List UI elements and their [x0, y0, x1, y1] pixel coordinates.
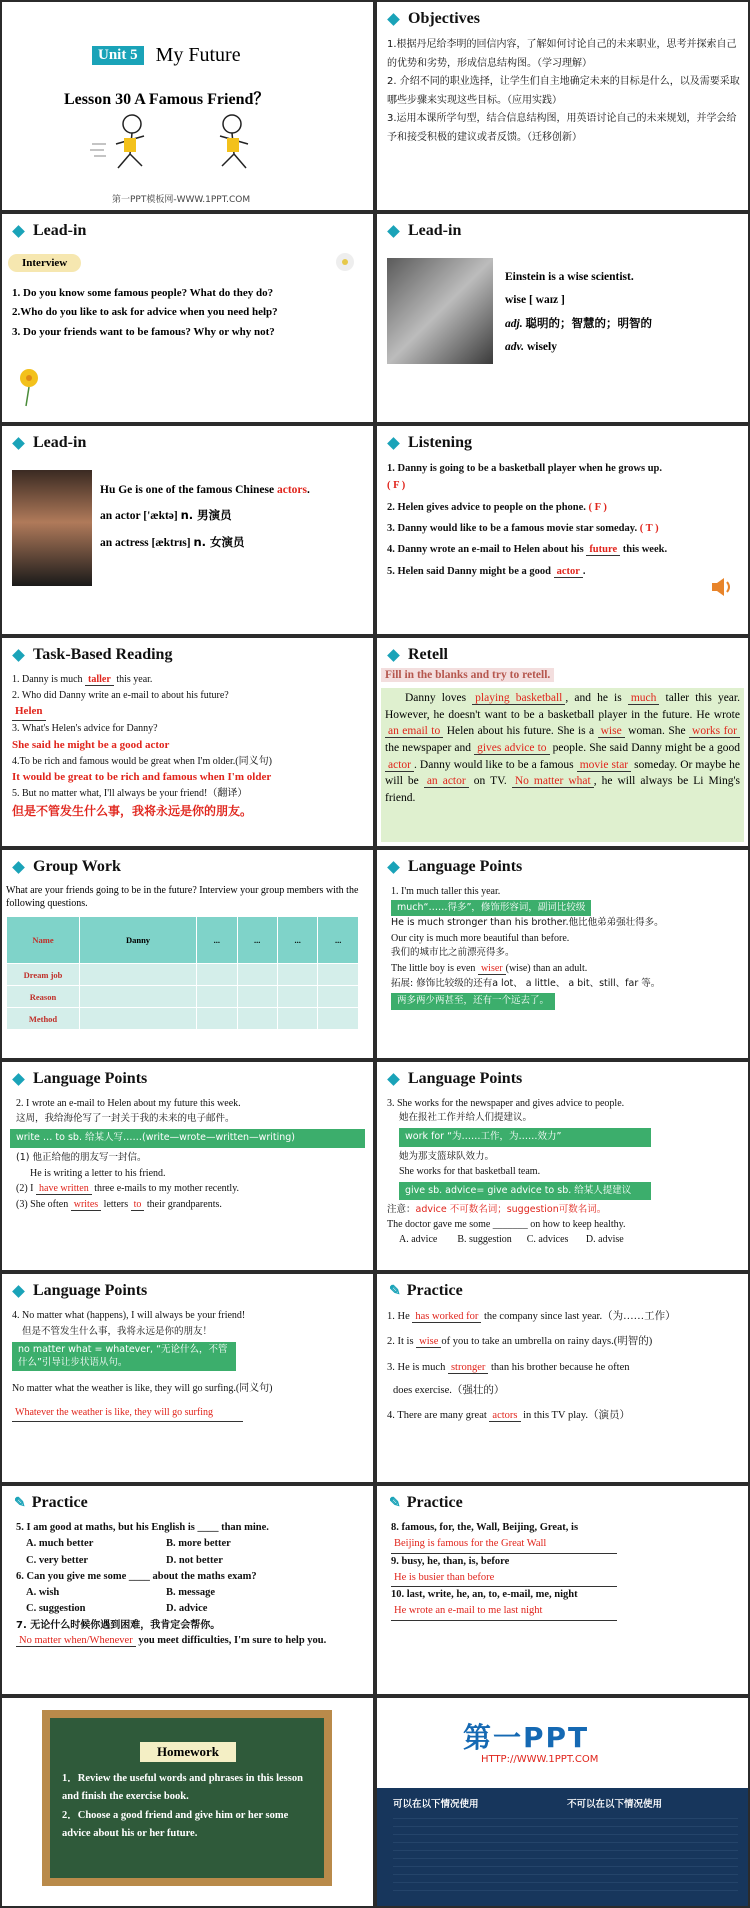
listening-item: 2. Helen gives advice to people on the phone. ( F ) [387, 501, 607, 513]
question: 5. I am good at maths, but his English is ____ than mine. [16, 1522, 269, 1533]
pos-label: adv. [505, 341, 525, 353]
slide-heading: Lead-in [389, 222, 461, 240]
lesson-title: Lesson 30 A Famous Friend？ [64, 91, 270, 108]
slide-heading: Language Points [14, 1070, 147, 1088]
slide-heading: Listening [389, 434, 472, 452]
answer: Beijing is famous for the Great Wall [391, 1536, 617, 1553]
link-list [393, 1818, 738, 1898]
answer: He is busier than before [391, 1570, 617, 1587]
option[interactable]: B. message [166, 1587, 215, 1599]
flower-icon [325, 244, 365, 280]
grammar-note: much“……得多”，修饰形容词，副词比较级 [391, 900, 591, 917]
einstein-photo [387, 258, 493, 364]
slide-heading: Group Work [14, 858, 121, 876]
interview-table: Name Danny ... ... ... ... Dream job Reason Method [6, 916, 359, 1030]
grammar-note: write … to sb. 给某人写……(write—wrote—written—writing) [10, 1129, 365, 1148]
slide-heading: Lead-in [14, 434, 86, 452]
question: 1. Danny is much taller this year. [12, 674, 153, 685]
objective-item: 2. 介绍不同的职业选择，让学生们自主地确定未来的目标是什么，以及需要采取哪些步骤来实现这些目标。（应用实践） [387, 76, 740, 106]
grammar-note: no matter what = whatever, “无论什么，不管什么”引导让步状语从句。 [12, 1342, 236, 1371]
slide-brand [377, 1698, 748, 1906]
yellow-flower-icon [14, 364, 44, 408]
question: 4.To be rich and famous would be great when I'm older.(同义句) [12, 755, 272, 767]
option[interactable]: C. suggestion [26, 1603, 86, 1615]
exercise: does exercise.（强壮的） [393, 1384, 505, 1396]
example-sentence: Einstein is a wise scientist. [505, 271, 634, 283]
grammar-note: 两多两少两甚至，还有一个远去了。 [391, 993, 555, 1010]
option[interactable]: A. much better [26, 1538, 94, 1550]
listening-item: 4. Danny wrote an e-mail to Helen about his future this week. [387, 544, 668, 556]
slide-heading: Task-Based Reading [14, 646, 172, 664]
example: He is much stronger than his brother.他比他弟弟强壮得多。 [391, 917, 664, 929]
pencil-icon: ✎ [14, 1495, 26, 1511]
answer: She said he might be a good actor [12, 738, 170, 751]
question: 6. Can you give me some ____ about the maths exam? [16, 1570, 257, 1582]
slide-listening [377, 426, 748, 634]
pencil-icon: ✎ [389, 1495, 401, 1511]
slide-lead-in-2 [377, 214, 748, 422]
option[interactable]: D. advice [166, 1603, 208, 1615]
homework-title: Homework [140, 1742, 236, 1762]
slide-lead-in-3: Lead-in Hu Ge is one of the famous Chinese actors. an actor ['æktə] n. 男演员 an actress [æktrɪs] n. 女演员 [2, 426, 373, 634]
question: 5. But no matter what, I'll always be your friend!（翻译） [12, 788, 248, 800]
brand-logo: 第一PPT [463, 1721, 590, 1754]
grammar-note: give sb. advice= give advice to sb. 给某人提建议 [399, 1182, 651, 1200]
diamond-icon [12, 649, 25, 662]
retell-passage: Danny loves playing basketball , and he is much taller this year. However, he doesn't want to be a basketball player in the future. He wrote an email to Helen about his future. She is a wise woman. She works for the newspaper and gives advice to people. She said Danny might be a good actor . Danny would like to be a famous movie star someday. Or maybe he will be an actor on TV. No matter what , he will always be Li Ming's friend. [381, 688, 744, 842]
exercise: The doctor gave me some _______ on how to keep healthy. [387, 1219, 626, 1231]
usage-forbidden: 不可以在以下情况使用 [567, 1799, 663, 1810]
example: Our city is much more beautiful than before. [391, 932, 570, 944]
highlight-word: actors [276, 484, 307, 496]
slide-title [2, 2, 373, 210]
slide-task-reading [2, 638, 373, 846]
diamond-icon [12, 1073, 25, 1086]
extension-note: 拓展: 修饰比较级的还有a lot、 a little、 a bit、still、far 等。 [391, 977, 661, 989]
question: 3. Do your friends want to be famous? Why or why not? [12, 325, 275, 338]
slide-objectives [377, 2, 748, 210]
slide-heading: ✎ Practice [14, 1494, 88, 1511]
question: 3. What's Helen's advice for Danny? [12, 723, 158, 735]
slide-lead-in-1 [2, 214, 373, 422]
answer: He wrote an e-mail to me last night [391, 1603, 617, 1620]
vocab-word: wise [505, 294, 527, 306]
slide-heading: Retell [389, 646, 448, 664]
answer: He is writing a letter to his friend. [30, 1167, 166, 1179]
unit-badge: Unit 5 [92, 46, 144, 65]
exercise: (2) I have written three e-mails to my mother recently. [16, 1183, 240, 1195]
diamond-icon [387, 1073, 400, 1086]
translation: 但是不管发生什么事，我将永远是你的朋友！ [22, 1326, 213, 1337]
objective-item: 1.根据丹尼给李明的回信内容，了解如何讨论自己的未来职业，思考并探索自己的优势和劣势，形成信息结构图。（学习理解） [387, 39, 737, 69]
exercise: (1) 他正给他的朋友写一封信。 [16, 1151, 147, 1163]
slide-language-points-3 [377, 1062, 748, 1270]
grammar-note: work for “为……工作，为……效力” [399, 1128, 651, 1146]
option[interactable]: D. not better [166, 1554, 223, 1566]
exercise: (3) She often writes letters to their grandparents. [16, 1198, 222, 1210]
meaning: 聪明的；智慧的；明智的 [525, 316, 652, 330]
meaning: n. 男演员 [180, 508, 232, 523]
instructions: What are your friends going to be in the future? Interview your group members with the following questions. [6, 885, 359, 909]
slide-homework [2, 1698, 373, 1906]
footer-credit: 第一PPT模板网-WWW.1PPT.COM [112, 195, 251, 205]
diamond-icon [12, 225, 25, 238]
slide-heading: ✎ Practice [389, 1282, 463, 1299]
diamond-icon [12, 437, 25, 450]
option[interactable]: B. more better [166, 1538, 231, 1550]
slide-heading: ✎ Practice [389, 1494, 463, 1511]
diamond-icon [12, 861, 25, 874]
slide-practice-3 [377, 1486, 748, 1694]
slide-retell [377, 638, 748, 846]
answer: Helen [12, 703, 46, 721]
slide-language-points-4 [2, 1274, 373, 1482]
exercise: 她为那支篮球队效力。 [399, 1150, 495, 1162]
meaning: n. 女演员 [193, 534, 245, 549]
example: 3. She works for the newspaper and gives advice to people. [387, 1098, 625, 1109]
diamond-icon [12, 1285, 25, 1298]
usage-allowed: 可以在以下情况使用 [393, 1799, 479, 1810]
question: 2.Who do you like to ask for advice when you need help? [12, 306, 278, 319]
question: 8. famous, for, the, Wall, Beijing, Great, is [391, 1522, 579, 1533]
pos-label: adj. [505, 318, 523, 330]
listening-item: 1. Danny is going to be a basketball player when he grows up. ( F ) [387, 463, 662, 492]
option[interactable]: C. very better [26, 1554, 89, 1566]
speaker-icon[interactable] [710, 576, 734, 598]
translation: 这周，我给海伦写了一封关于我的未来的电子邮件。 [16, 1112, 235, 1124]
slide-language-points-2 [2, 1062, 373, 1270]
homework-item: 1．Review the useful words and phrases in this lesson and finish the exercise book. [62, 1773, 303, 1803]
exercise: 1. He has worked for the company since last year.（为……工作） [387, 1311, 676, 1322]
answer-line: No matter when/Whenever you meet difficulties, I'm sure to help you. [16, 1633, 365, 1649]
translation: 她在报社工作并给人们提建议。 [399, 1112, 533, 1123]
example: 1. I'm much taller this year. [391, 886, 501, 897]
adverb: wisely [526, 341, 557, 353]
slide-group-work [2, 850, 373, 1058]
vocab-word: an actor [100, 510, 141, 523]
listening-item: 3. Danny would like to be a famous movie star someday. ( T ) [387, 522, 659, 534]
slide-language-points-1 [377, 850, 748, 1058]
answer-options: A. advice B. suggestion C. advices D. advise [399, 1234, 624, 1246]
interview-tag: Interview [8, 254, 81, 272]
slide-heading: Language Points [389, 1070, 522, 1088]
homework-item: 2．Choose a good friend and give him or her some advice about his or her future. [62, 1809, 289, 1840]
slide-practice-2 [2, 1486, 373, 1694]
listening-item: 5. Helen said Danny might be a good actor . [387, 565, 586, 577]
example: 4. No matter what (happens), I will always be your friend! [12, 1310, 246, 1321]
question: 2. Who did Danny write an e-mail to about his future? [12, 689, 229, 701]
exercise: 3. He is much stronger than his brother because he often [387, 1361, 630, 1373]
question: 1. Do you know some famous people? What do they do? [12, 287, 274, 299]
pencil-icon: ✎ [389, 1283, 401, 1299]
answer: Whatever the weather is like, they will go surfing [12, 1405, 243, 1422]
actor-photo [12, 470, 92, 586]
question: 7. 无论什么时候你遇到困难，我肯定会帮你。 [16, 1619, 221, 1631]
diamond-icon [387, 649, 400, 662]
diamond-icon [387, 13, 400, 26]
diamond-icon [387, 861, 400, 874]
phonetic: [æktrɪs] [151, 536, 191, 549]
running-kids-illustration [72, 114, 292, 174]
usage-panel [377, 1788, 748, 1906]
slide-practice-1 [377, 1274, 748, 1482]
slide-heading: Objectives [389, 10, 480, 28]
chalkboard [42, 1710, 332, 1886]
example: 2. I wrote an e-mail to Helen about my future this week. [16, 1098, 241, 1109]
note: 注意：advice 不可数名词；suggestion可数名词。 [387, 1204, 607, 1215]
phonetic: [ waɪz ] [528, 294, 565, 306]
question: 10. last, write, he, an, to, e-mail, me, night [391, 1589, 578, 1601]
brand-url[interactable]: HTTP://WWW.1PPT.COM [481, 1754, 599, 1765]
slide-heading: Language Points [14, 1282, 147, 1300]
question: 9. busy, he, than, is, before [391, 1555, 510, 1567]
retell-banner: Fill in the blanks and try to retell. [381, 668, 554, 682]
objective-item: 3.运用本课所学句型，结合信息结构图，用英语讨论自己的未来规划，并学会给予和接受积极的建议或者反馈。（迁移创新） [387, 113, 737, 143]
exercise: No matter what the weather is like, they will go surfing.(同义句) [12, 1382, 273, 1394]
option[interactable]: A. wish [26, 1587, 60, 1599]
exercise: 4. There are many great actors in this TV play.（演员） [387, 1410, 630, 1422]
answer: She works for that basketball team. [399, 1165, 541, 1177]
example: 我们的城市比之前漂亮得多。 [391, 947, 515, 959]
vocab-word: an actress [100, 536, 149, 549]
exercise: 2. It is wise of you to take an umbrella on rainy days.(明智的) [387, 1336, 653, 1348]
phonetic: ['æktə] [143, 510, 178, 523]
slide-heading: Language Points [389, 858, 522, 876]
unit-title: My Future [155, 44, 241, 66]
answer: It would be great to be rich and famous when I'm older [12, 771, 272, 784]
exercise: The little boy is even wiser (wise) than an adult. [391, 963, 588, 975]
answer: 但是不管发生什么事，我将永远是你的朋友。 [12, 803, 253, 818]
sentence: Hu Ge is one of the famous Chinese [100, 484, 277, 496]
diamond-icon [387, 225, 400, 238]
diamond-icon [387, 437, 400, 450]
slide-heading: Lead-in [14, 222, 86, 240]
